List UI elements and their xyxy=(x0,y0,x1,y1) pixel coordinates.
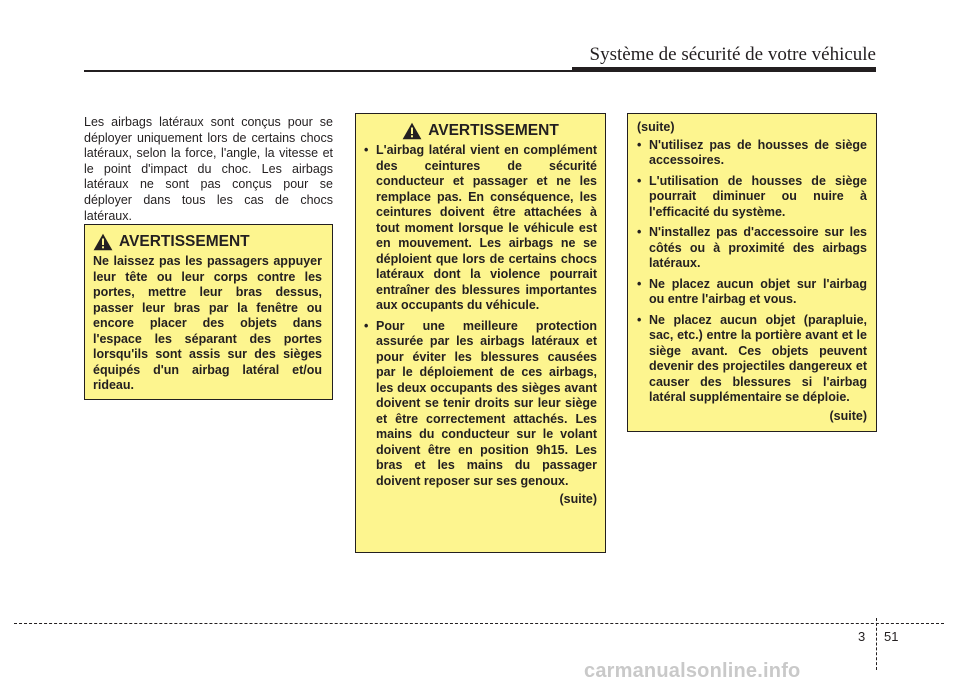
list-item-text: N'utilisez pas de housses de siège accessoires. xyxy=(649,137,867,167)
footer-rule xyxy=(14,623,944,624)
bullet-glyph: • xyxy=(637,137,642,152)
list-item xyxy=(364,143,597,314)
warning-box-continued xyxy=(627,113,877,432)
header-title: Système de sécurité de votre véhicule xyxy=(589,44,876,65)
list-item xyxy=(637,138,867,169)
bullet-glyph: • xyxy=(364,318,369,333)
warning-heading xyxy=(364,122,597,140)
list-item xyxy=(637,313,867,406)
continued-heading: (suite) xyxy=(637,120,675,134)
page-number: 51 xyxy=(884,629,899,644)
warning-list xyxy=(364,143,597,489)
continued-label: (suite) xyxy=(829,408,867,423)
warning-title: AVERTISSEMENT xyxy=(428,122,559,139)
warning-triangle-icon xyxy=(402,122,422,140)
list-item xyxy=(637,174,867,221)
bullet-glyph: • xyxy=(637,312,642,327)
list-item xyxy=(364,319,597,490)
continued-label: (suite) xyxy=(559,492,597,506)
list-item-text: N'installez pas d'accessoire sur les côtés ou à proximité des airbags latéraux. xyxy=(649,225,867,270)
warning-title: AVERTISSEMENT xyxy=(119,233,250,250)
list-item xyxy=(637,225,867,272)
bullet-glyph: • xyxy=(637,225,642,239)
watermark-text: carmanualsonline.info xyxy=(584,660,801,682)
warning-triangle-icon xyxy=(93,233,113,251)
bullet-glyph: • xyxy=(637,173,642,188)
bullet-glyph: • xyxy=(364,143,369,157)
list-item-text: Pour une meilleure protection assurée par les airbags latéraux et pour éviter les blessures causées par le déploiement de ces airbags, les deux occupants des sièges avant doivent se tenir droits sur leur siège et être correctement attachés. Les mains du conducteur sur le volant doivent être en position 9h15. Les bras et les mains du passager doivent reposer sur ses genoux. xyxy=(376,318,597,488)
warning-text: Ne laissez pas les passagers appuyer leur tête ou leur corps contre les portes, mettre leur bras dessus, passer leur bras par la fenêtre ou encore placer des objets dans l'espace les séparant des portes lorsqu'ils sont assis sur des sièges équipés d'un airbag latéral et/ou rideau. xyxy=(93,254,322,392)
warning-list xyxy=(637,138,867,406)
footer-divider xyxy=(876,618,877,670)
chapter-number: 3 xyxy=(858,629,866,644)
bullet-glyph: • xyxy=(637,276,642,291)
intro-paragraph: Les airbags latéraux sont conçus pour se déployer uniquement lors de certains chocs latéraux, selon la force, l'angle, la vitesse et le point d'impact du choc. Les airbags latéraux ne sont pas conçus pour se déployer dans tous les cas de chocs latéraux. xyxy=(84,115,333,223)
warning-heading xyxy=(93,233,322,251)
list-item-text: L'utilisation de housses de siège pourrait diminuer ou nuire à l'efficacité du système. xyxy=(649,173,867,219)
list-item-text: Ne placez aucun objet sur l'airbag ou entre l'airbag et vous. xyxy=(649,276,867,306)
list-item xyxy=(637,277,867,308)
warning-box-side-airbag xyxy=(355,113,606,553)
list-item-text: Ne placez aucun objet (parapluie, sac, etc.) entre la portière avant et le siège avant. Ces objets peuvent devenir des projectiles dangereux et causer des blessures si l'airbag latéral supplémentaire se déploie. xyxy=(649,312,867,404)
header-rule-accent xyxy=(572,67,876,72)
list-item-text: L'airbag latéral vient en complément des ceintures de sécurité conducteur et passager et ne les remplace pas. En conséquence, les ceintures doivent être attachées à tout moment lorsque le véhicule est en mouvement. Les airbags ne se déploient que lors de certains chocs latéraux dont la violence pourrait entraîner des blessures importantes aux occupants du véhicule. xyxy=(376,143,597,312)
warning-box-passengers xyxy=(84,224,333,400)
